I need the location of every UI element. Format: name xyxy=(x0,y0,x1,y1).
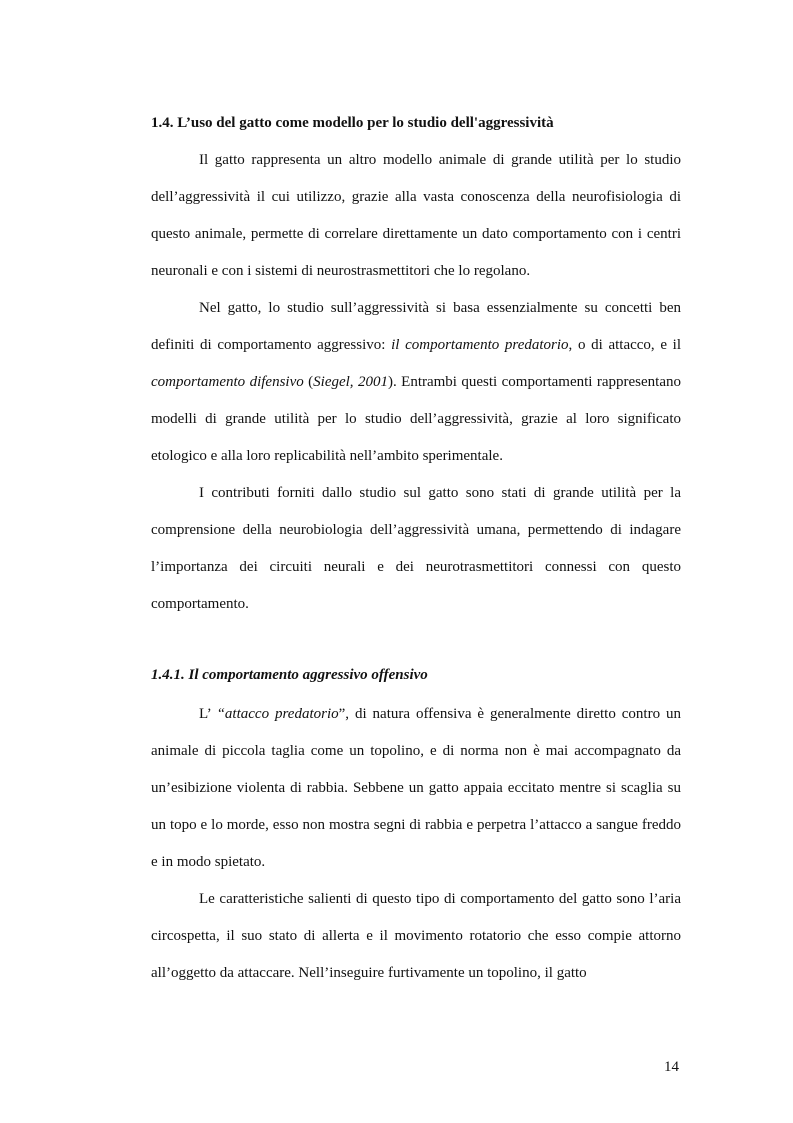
citation-siegel: Siegel, 2001 xyxy=(313,374,388,390)
italic-term-attacco: “attacco predatorio xyxy=(216,706,339,722)
text-run: ( xyxy=(303,374,314,390)
text-run: , o di attacco, e il xyxy=(568,337,681,353)
page-number: 14 xyxy=(664,1059,679,1075)
paragraph-gatto-modello: Il gatto rappresenta un altro modello animale di grande utilità per lo studio dell’aggressività il cui utilizzo, grazie alla vasta conoscenza della neurofisiologia di questo animale, permette di correlare direttamente un dato comportamento con i centri neuronali e con i sistemi di neurostrasmettitori che lo regolano. xyxy=(151,152,681,279)
italic-term-difensivo: comportamento difensivo xyxy=(151,374,304,390)
text-run: L’ xyxy=(199,706,217,722)
subsection-heading: 1.4.1. Il comportamento aggressivo offensivo xyxy=(151,667,428,683)
paragraph-contributi: I contributi forniti dallo studio sul gatto sono stati di grande utilità per la comprensione della neurobiologia dell’aggressività umana, permettendo di indagare l’importanza dei circuiti neurali e dei neurotrasmettitori connessi con questo comportamento. xyxy=(151,485,681,612)
text-run: ”, di natura offensiva è generalmente diretto contro un animale di piccola taglia come un topolino, e di norma non è mai accompagnato da un’esibizione violenta di rabbia. Sebbene un gatto appaia eccitato mentre si scaglia su un topo e lo morde, esso non mostra segni di rabbia e perpetra l’attacco a sangue freddo e in modo spietato. xyxy=(151,706,681,870)
text-run: Nel gatto, lo studio sull’aggressività si basa essenzialmente su concetti ben definiti di comportamento aggressivo: xyxy=(151,300,681,353)
section-heading: 1.4. L’uso del gatto come modello per lo studio dell'aggressività xyxy=(151,115,554,131)
italic-term-predatorio: il comportamento predatorio xyxy=(391,337,569,353)
paragraph-studio-aggressivita xyxy=(151,290,681,475)
paragraph-attacco-predatorio xyxy=(151,696,681,881)
paragraph-caratteristiche: Le caratteristiche salienti di questo tipo di comportamento del gatto sono l’aria circospetta, il suo stato di allerta e il movimento rotatorio che esso compie attorno all’oggetto da attaccare. Nell’inseguire furtivamente un topolino, il gatto xyxy=(151,891,681,981)
text-run: ). Entrambi questi comportamenti rappresentano modelli di grande utilità per lo studio dell’aggressività, grazie al loro significato etologico e alla loro replicabilità nell’ambito sperimentale. xyxy=(151,374,681,464)
